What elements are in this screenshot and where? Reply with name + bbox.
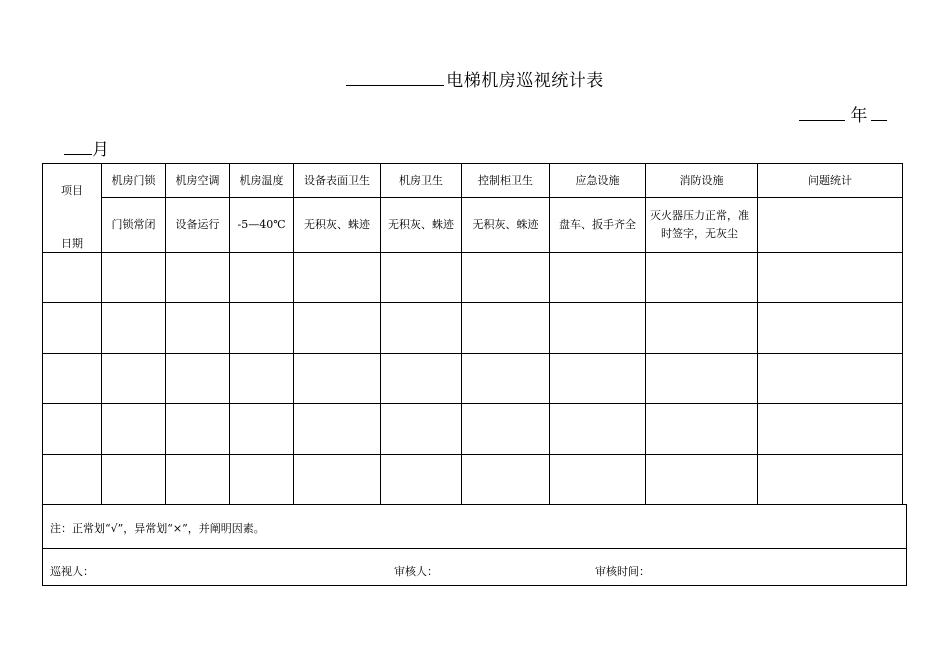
check-cell[interactable] (102, 455, 166, 505)
check-cell[interactable] (294, 253, 381, 303)
check-cell[interactable] (462, 253, 550, 303)
check-cell[interactable] (294, 455, 381, 505)
title-blank-line (346, 71, 444, 86)
check-cell[interactable] (462, 404, 550, 455)
date-cell[interactable] (43, 303, 102, 354)
standard-row (43, 198, 903, 253)
table-row (43, 253, 903, 303)
check-cell[interactable] (102, 354, 166, 404)
check-cell[interactable] (294, 404, 381, 455)
check-cell[interactable] (550, 354, 646, 404)
check-cell[interactable] (462, 455, 550, 505)
corner-date-label: 日期 (61, 237, 83, 250)
check-cell[interactable] (646, 404, 758, 455)
reviewer-label: 审核人： (394, 565, 438, 578)
notes-section (42, 504, 907, 586)
check-cell[interactable] (166, 404, 230, 455)
check-cell[interactable] (646, 455, 758, 505)
note-text: 注：正常划“√”，异常划“×”，并阐明因素。 (50, 522, 265, 535)
date-cell[interactable] (43, 354, 102, 404)
date-cell[interactable] (43, 253, 102, 303)
table-row (43, 404, 903, 455)
corner-cell (43, 164, 102, 253)
check-cell[interactable] (230, 455, 294, 505)
standard-cell: 无积灰、蛛迹 (462, 198, 550, 253)
check-cell[interactable] (381, 253, 462, 303)
check-cell[interactable] (646, 303, 758, 354)
column-header: 控制柜卫生 (462, 164, 550, 198)
standard-cell: 盘车、扳手齐全 (550, 198, 646, 253)
column-header: 消防设施 (646, 164, 758, 198)
column-header: 问题统计 (758, 164, 903, 198)
column-header: 机房温度 (230, 164, 294, 198)
check-cell[interactable] (381, 455, 462, 505)
issue-cell[interactable] (758, 303, 903, 354)
table-row (43, 455, 903, 505)
check-cell[interactable] (166, 455, 230, 505)
page-title (0, 66, 950, 91)
check-cell[interactable] (230, 354, 294, 404)
inspection-table (42, 163, 903, 505)
check-cell[interactable] (166, 303, 230, 354)
check-cell[interactable] (102, 253, 166, 303)
check-cell[interactable] (646, 354, 758, 404)
year-label: 年 (850, 106, 868, 126)
column-header: 机房门锁 (102, 164, 166, 198)
issue-cell[interactable] (758, 404, 903, 455)
check-cell[interactable] (102, 303, 166, 354)
issue-cell[interactable] (758, 253, 903, 303)
standard-cell: 无积灰、蛛迹 (294, 198, 381, 253)
check-cell[interactable] (294, 303, 381, 354)
date-cell[interactable] (43, 404, 102, 455)
review-time-label: 审核时间： (595, 565, 650, 578)
check-cell[interactable] (550, 455, 646, 505)
check-cell[interactable] (102, 404, 166, 455)
check-cell[interactable] (166, 354, 230, 404)
column-header: 机房卫生 (381, 164, 462, 198)
note-row (43, 505, 906, 549)
standard-cell: 门锁常闭 (102, 198, 166, 253)
inspector-label: 巡视人： (50, 565, 94, 578)
table-row (43, 354, 903, 404)
check-cell[interactable] (550, 303, 646, 354)
standard-cell: -5—40℃ (230, 198, 294, 253)
check-cell[interactable] (381, 303, 462, 354)
issue-cell[interactable] (758, 455, 903, 505)
check-cell[interactable] (230, 253, 294, 303)
check-cell[interactable] (381, 404, 462, 455)
check-cell[interactable] (550, 404, 646, 455)
table-row (43, 303, 903, 354)
title-text: 电梯机房巡视统计表 (446, 71, 604, 91)
month-label: 月 (92, 140, 109, 160)
year-field (799, 101, 887, 126)
check-cell[interactable] (550, 253, 646, 303)
check-cell[interactable] (166, 253, 230, 303)
month-field (64, 135, 109, 160)
check-cell[interactable] (462, 354, 550, 404)
column-header: 机房空调 (166, 164, 230, 198)
check-cell[interactable] (381, 354, 462, 404)
year-trailing-blank-line (871, 106, 887, 121)
issue-cell[interactable] (758, 354, 903, 404)
month-blank-line (64, 140, 92, 155)
check-cell[interactable] (646, 253, 758, 303)
date-cell[interactable] (43, 455, 102, 505)
column-header: 应急设施 (550, 164, 646, 198)
corner-item-label: 项目 (61, 184, 83, 197)
standard-cell (758, 198, 903, 253)
standard-cell: 设备运行 (166, 198, 230, 253)
check-cell[interactable] (230, 303, 294, 354)
check-cell[interactable] (294, 354, 381, 404)
standard-cell: 灭火器压力正常，准时签字，无灰尘 (646, 198, 758, 253)
check-cell[interactable] (230, 404, 294, 455)
column-header: 设备表面卫生 (294, 164, 381, 198)
standard-cell: 无积灰、蛛迹 (381, 198, 462, 253)
header-row (43, 164, 903, 198)
check-cell[interactable] (462, 303, 550, 354)
year-blank-line (799, 106, 845, 121)
